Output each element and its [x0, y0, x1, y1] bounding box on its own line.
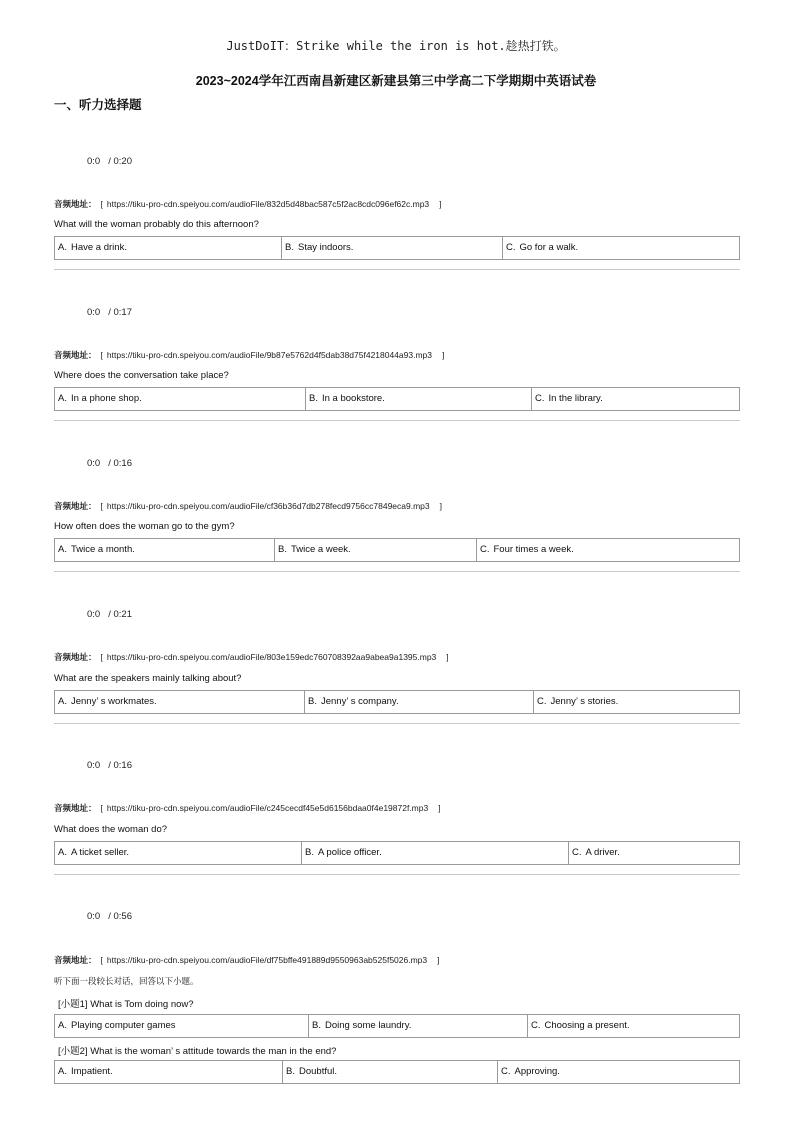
audio-url-link[interactable]: https://tiku-pro-cdn.speiyou.com/audioFile/df75bffe491889d9550963ab525f5026.mp3 — [106, 955, 428, 965]
audio-total-time: / 0:16 — [108, 458, 132, 469]
option-b[interactable]: B. Doubtful. — [283, 1061, 498, 1083]
audio-url-link[interactable]: https://tiku-pro-cdn.speiyou.com/audioFile/9b87e5762d4f5dab38d75f4218044a93.mp3 — [106, 350, 433, 360]
audio-current-time: 0:0 — [87, 458, 101, 469]
options-row — [54, 538, 740, 562]
option-c[interactable]: C. Approving. — [501, 1066, 560, 1077]
question-stem: Where does the conversation take place? — [54, 370, 229, 381]
option-b[interactable]: B. Jenny’ s company. — [305, 691, 534, 713]
audio-address-label: 音频地址： — [54, 350, 97, 360]
option-b[interactable]: B. A police officer. — [302, 842, 569, 864]
option-b[interactable]: B. In a bookstore. — [306, 388, 532, 410]
motto-header: JustDoIT：Strike while the iron is hot.趁热打铁。 — [226, 39, 566, 53]
audio-current-time: 0:0 — [87, 760, 101, 771]
option-c[interactable]: C. Choosing a present. — [531, 1020, 630, 1031]
dialogue-intro: 听下面一段较长对话，回答以下小题。 — [54, 976, 199, 986]
audio-total-time: / 0:56 — [108, 911, 132, 922]
audio-player[interactable] — [87, 156, 132, 167]
divider — [54, 420, 740, 421]
question-stem: What are the speakers mainly talking about? — [54, 673, 242, 684]
option-a[interactable]: A. In a phone shop. — [55, 388, 306, 410]
audio-address-label: 音频地址： — [54, 199, 97, 209]
audio-player[interactable] — [87, 760, 132, 771]
audio-current-time: 0:0 — [87, 911, 101, 922]
audio-player[interactable] — [87, 307, 132, 318]
sub-question-2-options — [54, 1060, 740, 1084]
audio-player[interactable] — [87, 458, 132, 469]
audio-address-label: 音频地址： — [54, 955, 97, 965]
option-b[interactable]: B. Twice a week. — [275, 539, 477, 561]
options-row — [54, 841, 740, 865]
sub-question-2-stem: [小题2] What is the woman’ s attitude towards the man in the end? — [58, 1046, 337, 1057]
audio-total-time: / 0:20 — [108, 156, 132, 167]
option-a[interactable]: A. Playing computer games — [55, 1015, 309, 1037]
audio-address: 音频地址： [ https://tiku-pro-cdn.speiyou.com/audioFile/c245cecdf45e5d6156bdaa0f4e19872f.mp3 ] — [54, 803, 441, 813]
audio-address-label: 音频地址： — [54, 501, 97, 511]
audio-address-label: 音频地址： — [54, 652, 97, 662]
option-b[interactable]: B. Stay indoors. — [282, 237, 503, 259]
audio-current-time: 0:0 — [87, 307, 101, 318]
option-c[interactable]: C. Jenny’ s stories. — [537, 696, 619, 707]
option-c[interactable]: C. In the library. — [535, 393, 603, 404]
divider — [54, 571, 740, 572]
option-c[interactable]: C. Four times a week. — [480, 544, 574, 555]
question-stem: How often does the woman go to the gym? — [54, 521, 235, 532]
option-c[interactable]: C. Go for a walk. — [506, 242, 579, 253]
option-a[interactable]: A. Twice a month. — [55, 539, 275, 561]
audio-total-time: / 0:21 — [108, 609, 132, 620]
audio-address: 音频地址： [ https://tiku-pro-cdn.speiyou.com/audioFile/cf36b36d7db278fecd9756cc7849eca9.mp3 ] — [54, 501, 443, 511]
audio-address: 音频地址： [ https://tiku-pro-cdn.speiyou.com/audioFile/832d5d48bac587c5f2ac8cdc096ef62c.mp3 ] — [54, 199, 442, 209]
divider — [54, 723, 740, 724]
options-row — [54, 387, 740, 411]
section-heading: 一、听力选择题 — [54, 98, 142, 112]
audio-address: 音频地址： [ https://tiku-pro-cdn.speiyou.com/audioFile/df75bffe491889d9550963ab525f5026.mp3 ] — [54, 955, 440, 965]
audio-url-link[interactable]: https://tiku-pro-cdn.speiyou.com/audioFile/803e159edc760708392aa9abea9a1395.mp3 — [106, 652, 437, 662]
divider — [54, 269, 740, 270]
question-stem: What will the woman probably do this afternoon? — [54, 219, 259, 230]
option-a[interactable]: A. Have a drink. — [55, 237, 282, 259]
sub-question-1-options — [54, 1014, 740, 1038]
audio-address-label: 音频地址： — [54, 803, 97, 813]
option-a[interactable]: A. A ticket seller. — [55, 842, 302, 864]
divider — [54, 874, 740, 875]
options-row — [54, 690, 740, 714]
audio-total-time: / 0:16 — [108, 760, 132, 771]
audio-address: 音频地址： [ https://tiku-pro-cdn.speiyou.com/audioFile/9b87e5762d4f5dab38d75f4218044a93.mp3 ] — [54, 350, 445, 360]
audio-current-time: 0:0 — [87, 609, 101, 620]
audio-url-link[interactable]: https://tiku-pro-cdn.speiyou.com/audioFile/832d5d48bac587c5f2ac8cdc096ef62c.mp3 — [106, 199, 430, 209]
options-row — [54, 236, 740, 260]
audio-current-time: 0:0 — [87, 156, 101, 167]
audio-total-time: / 0:17 — [108, 307, 132, 318]
audio-player[interactable] — [87, 911, 132, 922]
exam-title: 2023~2024学年江西南昌新建区新建县第三中学高二下学期期中英语试卷 — [195, 74, 597, 88]
option-c[interactable]: C. A driver. — [572, 847, 620, 858]
audio-player[interactable] — [87, 609, 132, 620]
audio-url-link[interactable]: https://tiku-pro-cdn.speiyou.com/audioFile/cf36b36d7db278fecd9756cc7849eca9.mp3 — [106, 501, 430, 511]
question-stem: What does the woman do? — [54, 824, 168, 835]
audio-address: 音频地址： [ https://tiku-pro-cdn.speiyou.com/audioFile/803e159edc760708392aa9abea9a1395.mp3 ] — [54, 652, 449, 662]
option-a[interactable]: A. Impatient. — [55, 1061, 283, 1083]
sub-question-1-stem: [小题1] What is Tom doing now? — [58, 999, 194, 1010]
option-a[interactable]: A. Jenny’ s workmates. — [55, 691, 305, 713]
audio-url-link[interactable]: https://tiku-pro-cdn.speiyou.com/audioFile/c245cecdf45e5d6156bdaa0f4e19872f.mp3 — [106, 803, 429, 813]
option-b[interactable]: B. Doing some laundry. — [309, 1015, 528, 1037]
